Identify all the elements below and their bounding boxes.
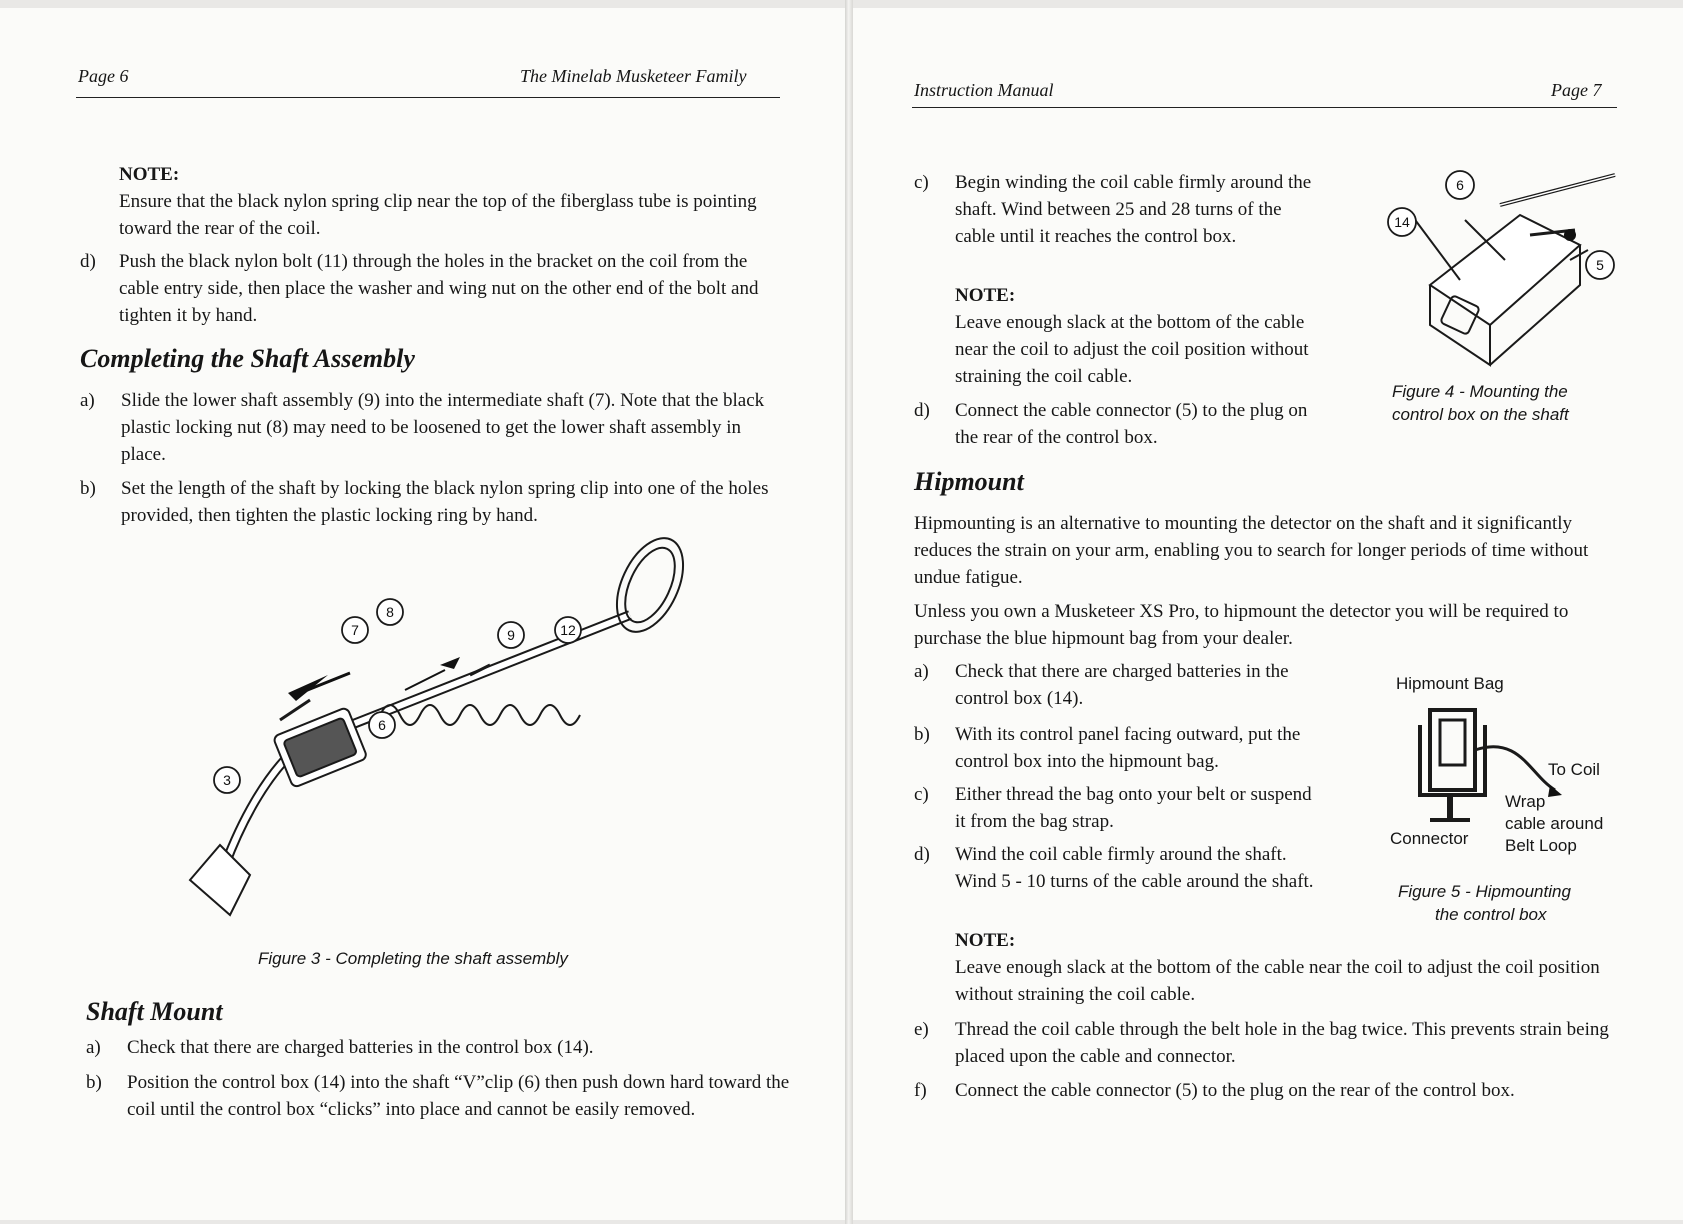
right-running-title: Instruction Manual [914,80,1054,100]
step-label: b) [86,1072,102,1093]
callout-5-label: 5 [1596,257,1604,273]
figure-5-caption-line2: the control box [1435,905,1547,924]
step-text: Wind the coil cable firmly around the shaft. Wind 5 - 10 turns of the cable around the shaft. [955,844,1314,892]
callout-6-label: 6 [378,717,386,733]
callout-14-label: 14 [1394,214,1410,230]
callout-8-label: 8 [386,604,394,620]
figure-5-label-bag: Hipmount Bag [1396,674,1504,693]
step-text: Check that there are charged batteries in the control box (14). [127,1037,594,1058]
right-page-number: Page 7 [1551,80,1602,100]
step-label: c) [914,172,929,193]
callout-3-label: 3 [223,772,231,788]
note-text: Leave enough slack at the bottom of the cable near the coil to adjust the coil position without straining the coil cable. [955,312,1309,387]
step-label: c) [914,784,929,805]
step-label: b) [914,724,930,745]
step-text: Connect the cable connector (5) to the plug on the rear of the control box. [955,400,1308,448]
left-running-title: The Minelab Musketeer Family [520,66,747,86]
step-label: a) [86,1037,101,1058]
left-page-number: Page 6 [78,66,129,86]
callout-12-label: 12 [560,622,576,638]
figure-5-label-to-coil: To Coil [1548,760,1600,779]
section-heading-completing-shaft: Completing the Shaft Assembly [80,344,415,373]
note-text: Ensure that the black nylon spring clip near the top of the fiberglass tube is pointing toward the rear of the coil. [119,191,757,239]
paragraph: Unless you own a Musketeer XS Pro, to hipmount the detector you will be required to purchase the blue hipmount bag from your dealer. [914,601,1569,649]
step-text: Slide the lower shaft assembly (9) into the intermediate shaft (7). Note that the black plastic locking nut (8) may need to be loosened to get the lower shaft assembly in place. [121,390,765,465]
book-gutter [845,0,853,1224]
note-text: Leave enough slack at the bottom of the cable near the coil to adjust the coil position without straining the coil cable. [955,957,1600,1005]
callout-9-label: 9 [507,627,515,643]
callout-7-label: 7 [351,622,359,638]
note-label: NOTE: [119,164,180,185]
step-label: d) [914,400,930,421]
step-text: Either thread the bag onto your belt or suspend it from the bag strap. [955,784,1312,832]
step-label: a) [80,390,95,411]
callout-6-label: 6 [1456,177,1464,193]
note-label: NOTE: [955,930,1016,951]
step-label: b) [80,478,96,499]
step-label: f) [914,1080,927,1101]
step-text: Check that there are charged batteries in the control box (14). [955,661,1289,709]
section-heading-shaft-mount: Shaft Mount [86,997,223,1026]
figure-4-caption-line1: Figure 4 - Mounting the [1392,382,1568,401]
step-label: a) [914,661,929,682]
figure-5-caption-line1: Figure 5 - Hipmounting [1398,882,1571,901]
left-header-rule [76,97,780,98]
step-text: Connect the cable connector (5) to the plug on the rear of the control box. [955,1080,1515,1101]
figure-5-label-connector: Connector [1390,829,1469,848]
figure-3-caption: Figure 3 - Completing the shaft assembly [258,949,568,968]
step-text: Push the black nylon bolt (11) through the holes in the bracket on the coil from the cable entry side, then place the washer and wing nut on the other end of the bolt and tighten it by hand. [119,251,759,326]
figure-5-label-belt-loop: Belt Loop [1505,836,1577,855]
step-text: Begin winding the coil cable firmly around the shaft. Wind between 25 and 28 turns of the cable until it reaches the control box. [955,172,1312,247]
note-label: NOTE: [955,285,1016,306]
figure-5-label-wrap: Wrap [1505,792,1546,811]
step-label: e) [914,1019,929,1040]
right-header-rule [912,107,1617,108]
figure-4-caption-line2: control box on the shaft [1392,405,1569,424]
paragraph: Hipmounting is an alternative to mounting the detector on the shaft and it significantly reduces the strain on your arm, enabling you to search for longer periods of time without undue fatigue. [914,513,1589,588]
step-text: With its control panel facing outward, put the control box into the hipmount bag. [955,724,1301,772]
figure-4-control-box [1370,165,1625,385]
figure-3-shaft-assembly [170,525,770,945]
step-label: d) [80,251,96,272]
step-text: Thread the coil cable through the belt hole in the bag twice. This prevents strain being placed upon the cable and connector. [955,1019,1609,1067]
figure-5-label-cable-around: cable around [1505,814,1604,833]
section-heading-hipmount: Hipmount [914,467,1024,496]
step-label: d) [914,844,930,865]
step-text: Set the length of the shaft by locking the black nylon spring clip into one of the holes provided, then tighten the plastic locking ring by hand. [121,478,769,526]
step-text: Position the control box (14) into the shaft “V”clip (6) then push down hard toward the coil until the control box “clicks” into place and cannot be easily removed. [127,1072,790,1120]
